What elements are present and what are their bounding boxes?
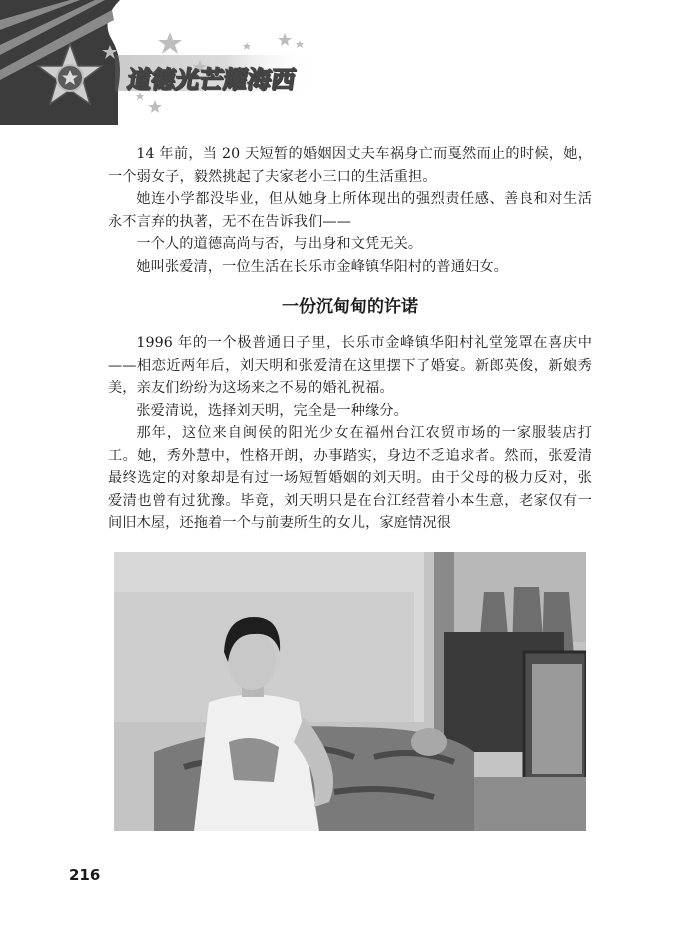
- keyboard-tray: [474, 777, 586, 831]
- photo: [114, 552, 586, 831]
- tv-screen: [532, 664, 582, 774]
- header-decoration: [0, 0, 677, 125]
- paragraph: 她叫张爱清，一位生活在长乐市金峰镇华阳村的普通妇女。: [136, 258, 508, 275]
- paragraph: 1996 年的一个极普通日子里，长乐市金峰镇华阳村礼堂笼罩在喜庆中——相恋近两年后，刘天明和张爱清在这里摆下了婚宴。新郎英俊，新娘秀美，亲友们纷纷为这场来之不易的婚礼祝福。: [108, 335, 592, 396]
- elderly-person-head: [411, 728, 447, 756]
- page-number: 216: [69, 866, 101, 884]
- paragraph: 那年，这位来自闽侯的阳光少女在福州台江农贸市场的一家服装店打工。她，秀外慧中，性格开朗，办事踏实，身边不乏追求者。然而，张爱清最终选定的对象却是有过一场短暂婚姻的刘天明。由于父母的极力反对，张爱清也曾有过犹豫。毕竟，刘天明只是在台江经营着小本生意，老家仅有一间旧木屋，还拖着一个与前妻所生的女儿，家庭情况很: [108, 425, 592, 531]
- paragraph: 一个人的道德高尚与否，与出身和文凭无关。: [136, 236, 423, 252]
- section-heading: 一份沉甸甸的许诺: [282, 297, 418, 317]
- article-body: [108, 143, 592, 535]
- paragraph: 张爱清说，选择刘天明，完全是一种缘分。: [136, 402, 408, 419]
- photo-illustration: [114, 552, 586, 831]
- paragraph: 她连小学都没毕业，但从她身上所体现出的强烈责任感、善良和对生活永不言弃的执著，无不在告诉我们——: [108, 191, 592, 230]
- header-title: 道德光芒耀海西: [125, 66, 298, 94]
- shirt-print: [229, 738, 279, 782]
- paragraph: 14 年前，当 20 天短暂的婚姻因丈夫车祸身亡而戛然而止的时候，她，一个弱女子，毅然挑起了夫家老小三口的生活重担。: [108, 146, 592, 185]
- header-banner: [0, 0, 677, 125]
